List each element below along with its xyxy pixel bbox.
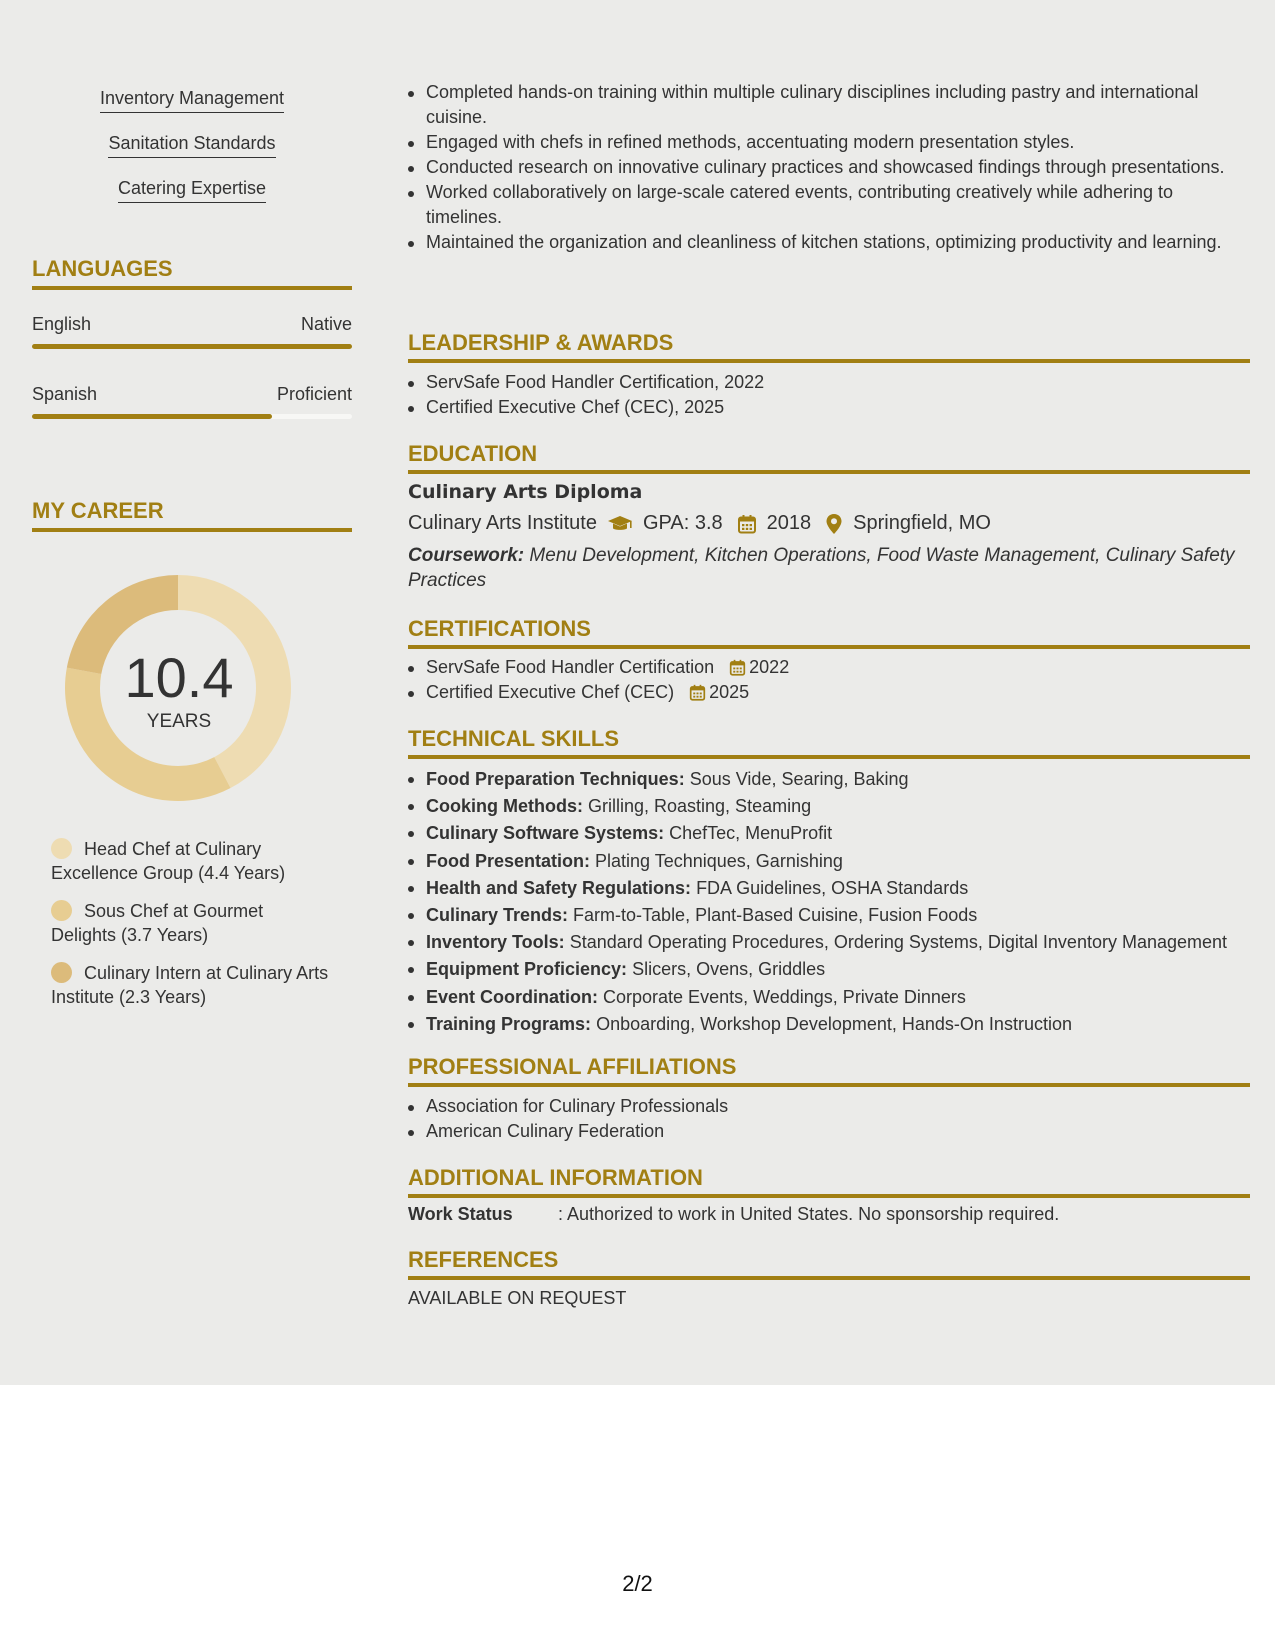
references-heading: REFERENCES bbox=[408, 1247, 1250, 1280]
language-bar-fill bbox=[32, 414, 272, 419]
list-item: Certified Executive Chef (CEC), 2025 bbox=[408, 395, 1250, 420]
list-item: Food Presentation: Plating Techniques, Garnishing bbox=[408, 848, 1250, 875]
language-row bbox=[32, 384, 352, 405]
leadership-list bbox=[408, 370, 1250, 420]
list-item: Training Programs: Onboarding, Workshop Development, Hands-On Instruction bbox=[408, 1011, 1250, 1038]
list-item: Inventory Tools: Standard Operating Procedures, Ordering Systems, Digital Inventory Management bbox=[408, 929, 1250, 956]
certifications-heading: CERTIFICATIONS bbox=[408, 616, 1250, 649]
affiliations-heading: PROFESSIONAL AFFILIATIONS bbox=[408, 1054, 1250, 1087]
affiliations-list bbox=[408, 1094, 1250, 1144]
technical-skills-list bbox=[408, 766, 1250, 1038]
school-name: Culinary Arts Institute bbox=[408, 512, 597, 534]
list-item: American Culinary Federation bbox=[408, 1119, 1250, 1144]
degree-title: Culinary Arts Diploma bbox=[408, 481, 643, 503]
additional-info-heading: ADDITIONAL INFORMATION bbox=[408, 1165, 1250, 1198]
leadership-heading: LEADERSHIP & AWARDS bbox=[408, 330, 1250, 363]
calendar-icon bbox=[729, 659, 746, 676]
language-bar bbox=[32, 344, 352, 349]
career-heading: MY CAREER bbox=[32, 498, 352, 532]
list-item: Engaged with chefs in refined methods, accentuating modern presentation styles. bbox=[408, 130, 1250, 155]
list-item: ServSafe Food Handler Certification, 2022 bbox=[408, 370, 1250, 395]
language-level: Native bbox=[300, 314, 352, 334]
list-item: Equipment Proficiency: Slicers, Ovens, Griddles bbox=[408, 956, 1250, 983]
language-name: English bbox=[32, 314, 92, 334]
calendar-icon bbox=[689, 684, 706, 701]
work-status bbox=[408, 1204, 1059, 1225]
technical-skills-heading: TECHNICAL SKILLS bbox=[408, 726, 1250, 759]
list-item: Worked collaboratively on large-scale catered events, contributing creatively while adhering to timelines. bbox=[408, 180, 1250, 230]
languages-heading: LANGUAGES bbox=[32, 256, 352, 290]
legend-dot bbox=[51, 838, 72, 859]
list-item: ServSafe Food Handler Certification 2022 bbox=[408, 655, 1250, 680]
language-bar-fill bbox=[32, 344, 352, 349]
language-bar bbox=[32, 414, 352, 419]
coursework: Coursework: Menu Development, Kitchen Operations, Food Waste Management, Culinary Safety Practices bbox=[408, 545, 1235, 591]
list-item: Event Coordination: Corporate Events, Weddings, Private Dinners bbox=[408, 984, 1250, 1011]
skill-tag: Sanitation Standards bbox=[32, 133, 352, 158]
work-status-value: : Authorized to work in United States. No sponsorship required. bbox=[558, 1204, 1060, 1224]
list-item: Certified Executive Chef (CEC) 2025 bbox=[408, 680, 1250, 705]
list-item: Cooking Methods: Grilling, Roasting, Steaming bbox=[408, 793, 1250, 820]
school-location: Springfield, MO bbox=[853, 512, 991, 534]
career-total-unit: YEARS bbox=[146, 711, 212, 732]
language-level: Proficient bbox=[276, 384, 352, 404]
list-item: Culinary Software Systems: ChefTec, MenuProfit bbox=[408, 820, 1250, 847]
graduation-cap-icon bbox=[607, 515, 633, 533]
language-row bbox=[32, 314, 352, 335]
gpa: GPA: 3.8 bbox=[642, 512, 723, 534]
career-legend-item: Sous Chef at Gourmet Delights (3.7 Years) bbox=[51, 901, 264, 945]
education-details bbox=[408, 512, 991, 535]
skill-tag: Inventory Management bbox=[32, 88, 352, 113]
list-item: Completed hands-on training within multiple culinary disciplines including pastry and international cuisine. bbox=[408, 80, 1250, 130]
list-item: Maintained the organization and cleanliness of kitchen stations, optimizing productivity and learning. bbox=[408, 230, 1250, 255]
page-number: 2/2 bbox=[622, 1571, 653, 1596]
list-item: Culinary Trends: Farm-to-Table, Plant-Based Cuisine, Fusion Foods bbox=[408, 902, 1250, 929]
list-item: Health and Safety Regulations: FDA Guidelines, OSHA Standards bbox=[408, 875, 1250, 902]
list-item: Food Preparation Techniques: Sous Vide, Searing, Baking bbox=[408, 766, 1250, 793]
location-pin-icon bbox=[825, 513, 843, 535]
references-text: AVAILABLE ON REQUEST bbox=[408, 1288, 627, 1308]
graduation-year: 2018 bbox=[766, 512, 812, 534]
language-name: Spanish bbox=[32, 384, 98, 404]
career-legend-item: Head Chef at Culinary Excellence Group (4.4 Years) bbox=[51, 839, 286, 883]
education-heading: EDUCATION bbox=[408, 441, 1250, 474]
career-legend-item: Culinary Intern at Culinary Arts Institute (2.3 Years) bbox=[51, 963, 329, 1007]
experience-bullets bbox=[408, 80, 1250, 255]
legend-dot bbox=[51, 962, 72, 983]
skill-tag: Catering Expertise bbox=[32, 178, 352, 203]
list-item: Conducted research on innovative culinary practices and showcased findings through presentations. bbox=[408, 155, 1250, 180]
calendar-icon bbox=[737, 514, 757, 534]
career-total-years: 10.4 bbox=[124, 646, 234, 709]
legend-dot bbox=[51, 900, 72, 921]
list-item: Association for Culinary Professionals bbox=[408, 1094, 1250, 1119]
certifications-list bbox=[408, 655, 1250, 705]
work-status-label: Work Status bbox=[408, 1204, 513, 1224]
